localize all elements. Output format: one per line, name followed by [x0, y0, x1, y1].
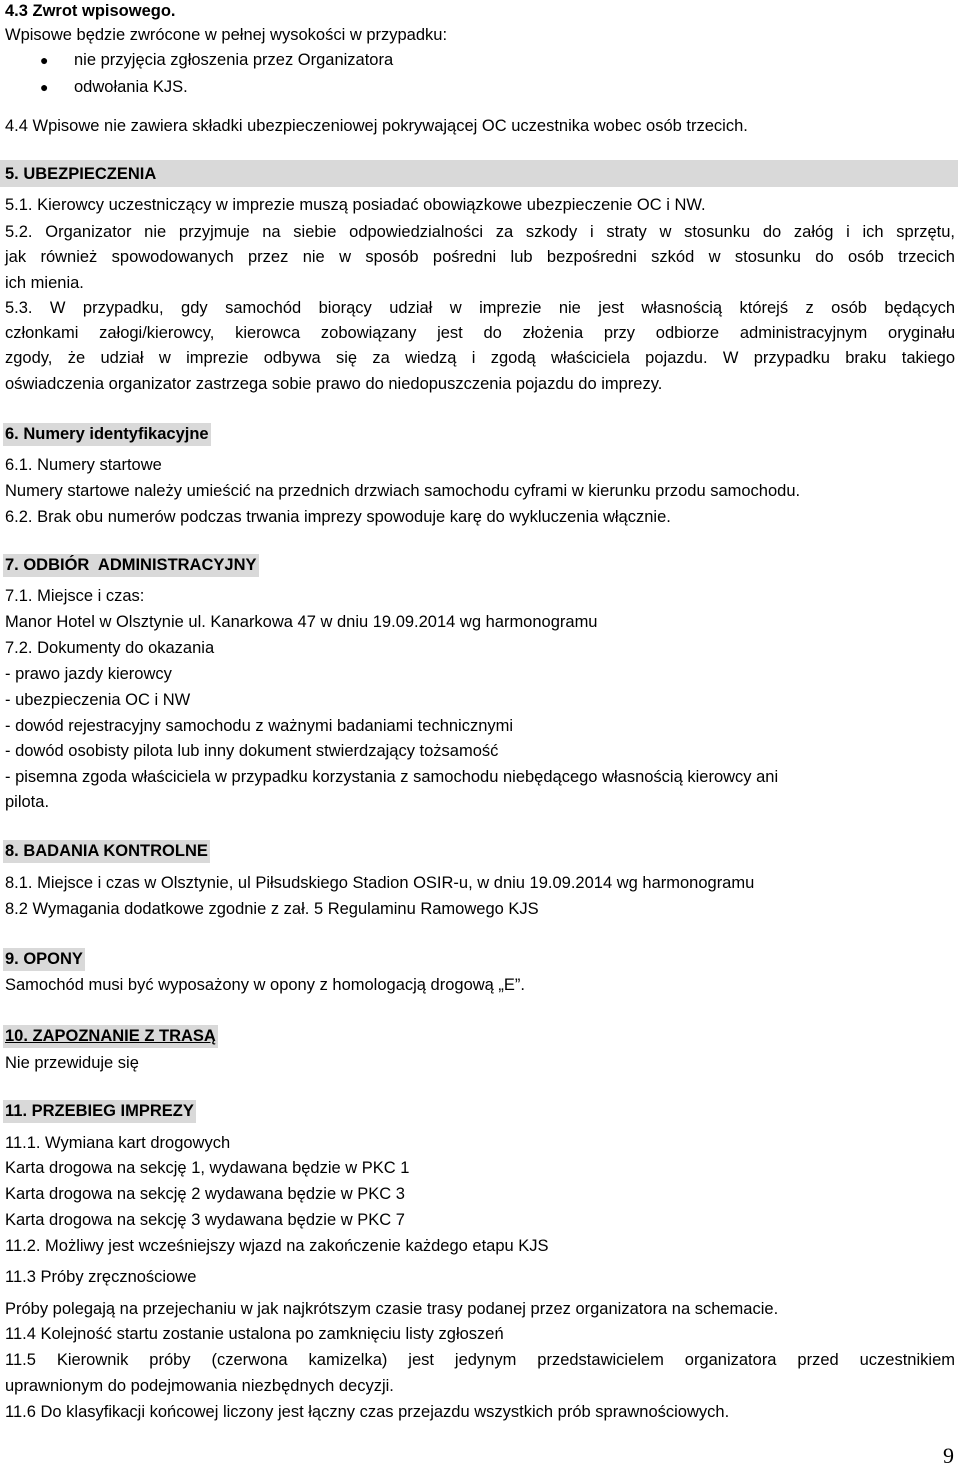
- section-6-line: 6.2. Brak obu numerów podczas trwania imprezy spowoduje karę do wykluczenia włącznie.: [5, 508, 671, 526]
- section-7-line: 7.1. Miejsce i czas:: [5, 587, 145, 605]
- section-11-line: Próby polegają na przejechaniu w jak najkrótszym czasie trasy podanej przez organizatora na schemacie.: [5, 1300, 779, 1318]
- section-5-3-line: członkami załogi/kierowcy, kierowca zobowiązany jest do złożenia przy odbiorze administracyjnym oryginału: [5, 324, 955, 342]
- section-7-line: - pisemna zgoda właściciela w przypadku korzystania z samochodu niebędącego własnością kierowcy ani: [5, 768, 779, 786]
- section-11-line: Karta drogowa na sekcję 2 wydawana będzie w PKC 3: [5, 1185, 405, 1203]
- section-7-line: - dowód osobisty pilota lub inny dokument stwierdzający tożsamość: [5, 742, 499, 760]
- section-10-heading: 10. ZAPOZNANIE Z TRASĄ: [3, 1025, 218, 1048]
- section-7-line: pilota.: [5, 793, 50, 811]
- section-5-3-line: zgody, że udział w imprezie odbywa się za wiedzą i zgodą właściciela pojazdu. W przypadku braku takiego: [5, 349, 955, 367]
- section-8-line: 8.2 Wymagania dodatkowe zgodnie z zał. 5 Regulaminu Ramowego KJS: [5, 900, 539, 918]
- section-11-line: 11.4 Kolejność startu zostanie ustalona po zamknięciu listy zgłoszeń: [5, 1325, 504, 1343]
- section-7-line: 7.2. Dokumenty do okazania: [5, 639, 215, 657]
- section-11-line: Karta drogowa na sekcję 3 wydawana będzie w PKC 7: [5, 1211, 405, 1229]
- section-5-2-line: jak również spowodowanych przez nie w sposób pośredni lub bezpośredni szkód w stosunku do osób trzecich: [5, 248, 955, 266]
- section-7-line: - prawo jazdy kierowcy: [5, 665, 172, 683]
- section-8-heading: 8. BADANIA KONTROLNE: [3, 840, 210, 863]
- section-7-line: - ubezpieczenia OC i NW: [5, 691, 191, 709]
- section-11-line: 11.5 Kierownik próby (czerwona kamizelka) jest jedynym przedstawicielem organizatora przed uczestnikiem: [5, 1351, 955, 1369]
- section-4-4: 4.4 Wpisowe nie zawiera składki ubezpieczeniowej pokrywającej OC uczestnika wobec osób trzecich.: [5, 117, 748, 135]
- section-11-line: 11.1. Wymiana kart drogowych: [5, 1134, 231, 1152]
- section-7-line: Manor Hotel w Olsztynie ul. Kanarkowa 47 w dniu 19.09.2014 wg harmonogramu: [5, 613, 598, 631]
- section-11-line: 11.6 Do klasyfikacji końcowej liczony jest łączny czas przejazdu wszystkich prób sprawnościowych.: [5, 1403, 730, 1421]
- section-7-heading: 7. ODBIÓR ADMINISTRACYJNY: [3, 554, 259, 577]
- section-6-heading: 6. Numery identyfikacyjne: [3, 423, 211, 446]
- section-11-heading: 11. PRZEBIEG IMPREZY: [3, 1100, 196, 1123]
- bullet-item: nie przyjęcia zgłoszenia przez Organizatora: [74, 51, 394, 69]
- section-5-1: 5.1. Kierowcy uczestniczący w imprezie muszą posiadać obowiązkowe ubezpieczenie OC i NW.: [5, 196, 706, 214]
- page-number: 9: [943, 1443, 954, 1468]
- section-11-3: 11.3 Próby zręcznościowe: [5, 1268, 197, 1286]
- section-7-line: - dowód rejestracyjny samochodu z ważnymi badaniami technicznymi: [5, 717, 514, 735]
- section-6-line: Numery startowe należy umieścić na przednich drzwiach samochodu cyframi w kierunku przodu samochodu.: [5, 482, 801, 500]
- section-10-line: Nie przewiduje się: [5, 1054, 139, 1072]
- section-4-3-heading: 4.3 Zwrot wpisowego.: [5, 2, 176, 20]
- section-4-3-intro: Wpisowe będzie zwrócone w pełnej wysokości w przypadku:: [5, 26, 448, 44]
- section-8-line: 8.1. Miejsce i czas w Olsztynie, ul Piłsudskiego Stadion OSIR-u, w dniu 19.09.2014 wg harmonogramu: [5, 874, 755, 892]
- bullet-icon: ●: [40, 79, 49, 95]
- section-5-2-line: 5.2. Organizator nie przyjmuje na siebie odpowiedzialności za szkody i straty w stosunku do załóg i ich sprzętu,: [5, 223, 955, 241]
- bullet-item: odwołania KJS.: [74, 78, 188, 96]
- section-11-line: Karta drogowa na sekcję 1, wydawana będzie w PKC 1: [5, 1159, 410, 1177]
- section-9-heading: 9. OPONY: [3, 948, 85, 971]
- section-11-line: 11.2. Możliwy jest wcześniejszy wjazd na zakończenie każdego etapu KJS: [5, 1237, 549, 1255]
- section-11-line: uprawnionym do podejmowania niezbędnych decyzji.: [5, 1377, 394, 1395]
- section-5-2-line: ich mienia.: [5, 274, 84, 292]
- section-5-3-line: 5.3. W przypadku, gdy samochód biorący udział w imprezie nie jest własnością którejś z osób będących: [5, 299, 955, 317]
- section-5-3-line: oświadczenia organizator zastrzega sobie prawo do niedopuszczenia pojazdu do imprezy.: [5, 375, 663, 393]
- section-5-heading: 5. UBEZPIECZENIA: [5, 165, 157, 183]
- bullet-icon: ●: [40, 52, 49, 68]
- section-6-line: 6.1. Numery startowe: [5, 456, 162, 474]
- section-9-line: Samochód musi być wyposażony w opony z homologacją drogową „E”.: [5, 976, 526, 994]
